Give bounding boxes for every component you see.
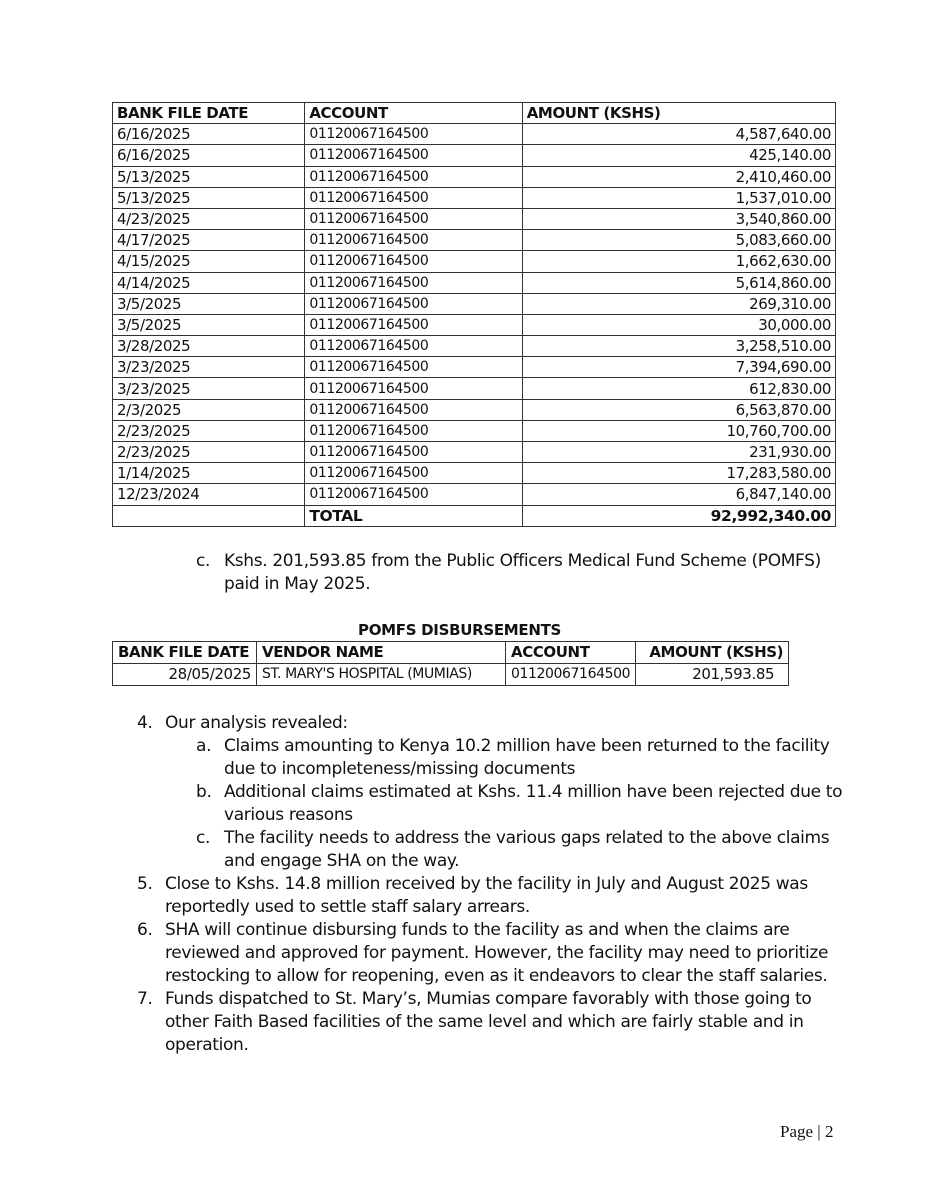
list-marker: c. <box>196 828 211 848</box>
cell-date: 3/28/2025 <box>113 336 305 357</box>
table-row <box>113 145 836 166</box>
table-row <box>113 166 836 187</box>
text-line: Our analysis revealed: <box>165 713 348 733</box>
cell-date: 6/16/2025 <box>113 145 305 166</box>
cell-amount: 1,537,010.00 <box>522 187 835 208</box>
cell-amount: 6,847,140.00 <box>522 484 835 505</box>
text-line: operation. <box>165 1035 249 1055</box>
list-marker: 7. <box>137 989 153 1009</box>
cell-date: 4/23/2025 <box>113 208 305 229</box>
cell-date: 5/13/2025 <box>113 187 305 208</box>
header-account: ACCOUNT <box>305 103 522 124</box>
cell-account: 01120067164500 <box>305 399 522 420</box>
list-marker: 6. <box>137 920 153 940</box>
cell-account: 01120067164500 <box>305 442 522 463</box>
cell-amount: 7,394,690.00 <box>522 357 835 378</box>
table-row <box>113 124 836 145</box>
finding-item <box>137 919 829 988</box>
table-row <box>113 442 836 463</box>
table-row <box>113 293 836 314</box>
cell-date: 4/14/2025 <box>113 272 305 293</box>
header-account: ACCOUNT <box>506 642 636 664</box>
text-line: Claims amounting to Kenya 10.2 million have been returned to the facility <box>224 736 830 756</box>
cell-amount: 425,140.00 <box>522 145 835 166</box>
cell-date: 3/5/2025 <box>113 314 305 335</box>
bank-table-body <box>113 124 836 505</box>
cell-date: 6/16/2025 <box>113 124 305 145</box>
text-line: Funds dispatched to St. Mary’s, Mumias compare favorably with those going to <box>165 989 812 1009</box>
cell-account: 01120067164500 <box>305 230 522 251</box>
cell-amount: 6,563,870.00 <box>522 399 835 420</box>
cell-date: 1/14/2025 <box>113 463 305 484</box>
cell-account: 01120067164500 <box>305 124 522 145</box>
cell-date: 4/15/2025 <box>113 251 305 272</box>
header-vendor-name: VENDOR NAME <box>257 642 506 664</box>
table-row <box>113 187 836 208</box>
total-amount: 92,992,340.00 <box>522 505 835 526</box>
cell-date: 28/05/2025 <box>113 664 257 686</box>
table-header-row <box>113 642 789 664</box>
text-line: restocking to allow for reopening, even as it endeavors to clear the staff salaries. <box>165 966 828 986</box>
finding-subitem <box>196 781 843 827</box>
cell-date: 3/5/2025 <box>113 293 305 314</box>
cell-account: 01120067164500 <box>305 484 522 505</box>
cell-amount: 1,662,630.00 <box>522 251 835 272</box>
list-marker: b. <box>196 782 212 802</box>
table-row <box>113 336 836 357</box>
cell-date: 2/23/2025 <box>113 442 305 463</box>
cell-account: 01120067164500 <box>305 463 522 484</box>
table-header-row <box>113 103 836 124</box>
table-row <box>113 357 836 378</box>
cell-account: 01120067164500 <box>305 166 522 187</box>
header-amount: AMOUNT (KSHS) <box>522 103 835 124</box>
text-line: Close to Kshs. 14.8 million received by the facility in July and August 2025 was <box>165 874 808 894</box>
item-c-paragraph <box>196 550 821 596</box>
table-row <box>113 463 836 484</box>
finding-item <box>137 873 808 919</box>
table-row <box>113 664 789 686</box>
cell-amount: 201,593.85 <box>636 664 789 686</box>
cell-date: 5/13/2025 <box>113 166 305 187</box>
cell-amount: 2,410,460.00 <box>522 166 835 187</box>
cell-date: 3/23/2025 <box>113 357 305 378</box>
cell-amount: 612,830.00 <box>522 378 835 399</box>
cell-account: 01120067164500 <box>305 293 522 314</box>
cell-amount: 231,930.00 <box>522 442 835 463</box>
header-bank-file-date: BANK FILE DATE <box>113 642 257 664</box>
cell-account: 01120067164500 <box>305 336 522 357</box>
total-row <box>113 505 836 526</box>
cell-account: 01120067164500 <box>305 187 522 208</box>
text-line: other Faith Based facilities of the same level and which are fairly stable and in <box>165 1012 804 1032</box>
table-row <box>113 251 836 272</box>
pomfs-disbursements-table <box>112 641 789 686</box>
total-empty-cell <box>113 505 305 526</box>
cell-account: 01120067164500 <box>305 272 522 293</box>
cell-account: 01120067164500 <box>506 664 636 686</box>
table-row <box>113 399 836 420</box>
cell-account: 01120067164500 <box>305 420 522 441</box>
cell-amount: 269,310.00 <box>522 293 835 314</box>
cell-amount: 30,000.00 <box>522 314 835 335</box>
text-line: reviewed and approved for payment. However, the facility may need to prioritize <box>165 943 829 963</box>
cell-account: 01120067164500 <box>305 251 522 272</box>
cell-account: 01120067164500 <box>305 145 522 166</box>
cell-account: 01120067164500 <box>305 357 522 378</box>
cell-date: 3/23/2025 <box>113 378 305 399</box>
cell-amount: 5,614,860.00 <box>522 272 835 293</box>
text-line: reportedly used to settle staff salary arrears. <box>165 897 530 917</box>
cell-amount: 17,283,580.00 <box>522 463 835 484</box>
bank-disbursement-table <box>112 102 836 527</box>
text-line: and engage SHA on the way. <box>224 851 460 871</box>
text-line: paid in May 2025. <box>224 574 371 594</box>
cell-account: 01120067164500 <box>305 208 522 229</box>
header-bank-file-date: BANK FILE DATE <box>113 103 305 124</box>
cell-date: 4/17/2025 <box>113 230 305 251</box>
cell-date: 12/23/2024 <box>113 484 305 505</box>
pomfs-table-title: POMFS DISBURSEMENTS <box>358 621 562 639</box>
cell-amount: 10,760,700.00 <box>522 420 835 441</box>
list-marker: c. <box>196 551 211 571</box>
cell-account: 01120067164500 <box>305 314 522 335</box>
page-number: Page | 2 <box>780 1122 834 1141</box>
finding-subitem <box>196 735 830 781</box>
table-row <box>113 272 836 293</box>
text-line: Additional claims estimated at Kshs. 11.4 million have been rejected due to <box>224 782 843 802</box>
header-amount: AMOUNT (KSHS) <box>636 642 789 664</box>
cell-amount: 4,587,640.00 <box>522 124 835 145</box>
text-line: various reasons <box>224 805 353 825</box>
text-line: The facility needs to address the various gaps related to the above claims <box>224 828 830 848</box>
cell-vendor: ST. MARY'S HOSPITAL (MUMIAS) <box>257 664 506 686</box>
finding-item <box>137 712 348 735</box>
cell-amount: 3,540,860.00 <box>522 208 835 229</box>
text-line: due to incompleteness/missing documents <box>224 759 576 779</box>
table-row <box>113 208 836 229</box>
list-marker: 5. <box>137 874 153 894</box>
list-marker: a. <box>196 736 212 756</box>
text-line: Kshs. 201,593.85 from the Public Officers Medical Fund Scheme (POMFS) <box>224 551 821 571</box>
table-row <box>113 230 836 251</box>
table-row <box>113 484 836 505</box>
cell-date: 2/23/2025 <box>113 420 305 441</box>
total-label: TOTAL <box>305 505 522 526</box>
finding-item <box>137 988 812 1057</box>
cell-amount: 3,258,510.00 <box>522 336 835 357</box>
cell-date: 2/3/2025 <box>113 399 305 420</box>
cell-amount: 5,083,660.00 <box>522 230 835 251</box>
list-marker: 4. <box>137 713 153 733</box>
finding-subitem <box>196 827 830 873</box>
table-row <box>113 420 836 441</box>
table-row <box>113 314 836 335</box>
text-line: SHA will continue disbursing funds to the facility as and when the claims are <box>165 920 790 940</box>
table-row <box>113 378 836 399</box>
cell-account: 01120067164500 <box>305 378 522 399</box>
